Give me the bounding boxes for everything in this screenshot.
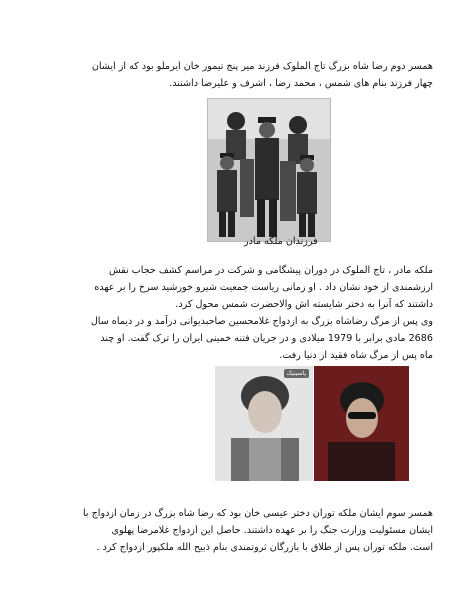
queen-mother-elderly-illustration <box>314 366 409 481</box>
photo-watermark: پاسینیک <box>284 369 309 378</box>
paragraph-third-wife <box>30 505 433 556</box>
paragraph-line: 2686 مادی برابر با 1979 میلادی و در جریان فتنه خمینی ایران را ترک گفت. او چند <box>100 333 433 344</box>
photo-children-caption: فرزندان ملکه مادر <box>244 236 318 247</box>
paragraph-queen-mother <box>30 262 433 364</box>
paragraph-line: داشتند که آنرا به دختر شایسته اش والاحضرت شمس محول کرد. <box>175 299 433 310</box>
queen-mother-young-illustration <box>215 366 313 481</box>
photo-queen-mother-elderly <box>314 366 409 481</box>
paragraph-line: است. ملکه توران پس از طلاق با بازرگان ثروتمندی بنام ذبیح الله ملکپور ازدواج کرد . <box>96 542 433 553</box>
paragraph-line: وی پس از مرگ رضاشاه بزرگ به ازدواج غلامحسین صاحبدیوانی درآمد و در دیماه سال <box>90 316 433 327</box>
children-photo-illustration <box>208 99 330 241</box>
photo-queen-mother-young <box>215 366 313 481</box>
paragraph-line: ارزشمندی از خود نشان داد . او زمانی ریاست جمعیت شیرو خورشید سرخ را بر عهده <box>94 282 433 293</box>
photo-children-of-queen-mother <box>207 98 331 242</box>
paragraph-line: همسر سوم ایشان ملکه توران دختر عیسی خان بود که رضا شاه بزرگ در زمان ازدواج با <box>82 508 433 519</box>
paragraph-line: چهار فرزند بنام های شمس ، محمد رضا ، اشرف و علیرضا داشتند. <box>169 78 433 89</box>
paragraph-line: ماه پس از مرگ شاه فقید از دنیا رفت. <box>279 350 433 361</box>
paragraph-line: ملکه مادر ، تاج الملوک در دوران پیشگامی و شرکت در مراسم کشف حجاب نقش <box>108 265 433 276</box>
paragraph-line: همسر دوم رضا شاه بزرگ تاج الملوک فرزند میر پنج تیمور خان ایرملو بود که از ایشان <box>91 61 433 72</box>
paragraph-line: ایشان مسئولیت وزارت جنگ را بر عهده داشتند. حاصل این ازدواج غلامرضا پهلوی <box>111 525 433 536</box>
paragraph-second-wife <box>30 58 433 92</box>
